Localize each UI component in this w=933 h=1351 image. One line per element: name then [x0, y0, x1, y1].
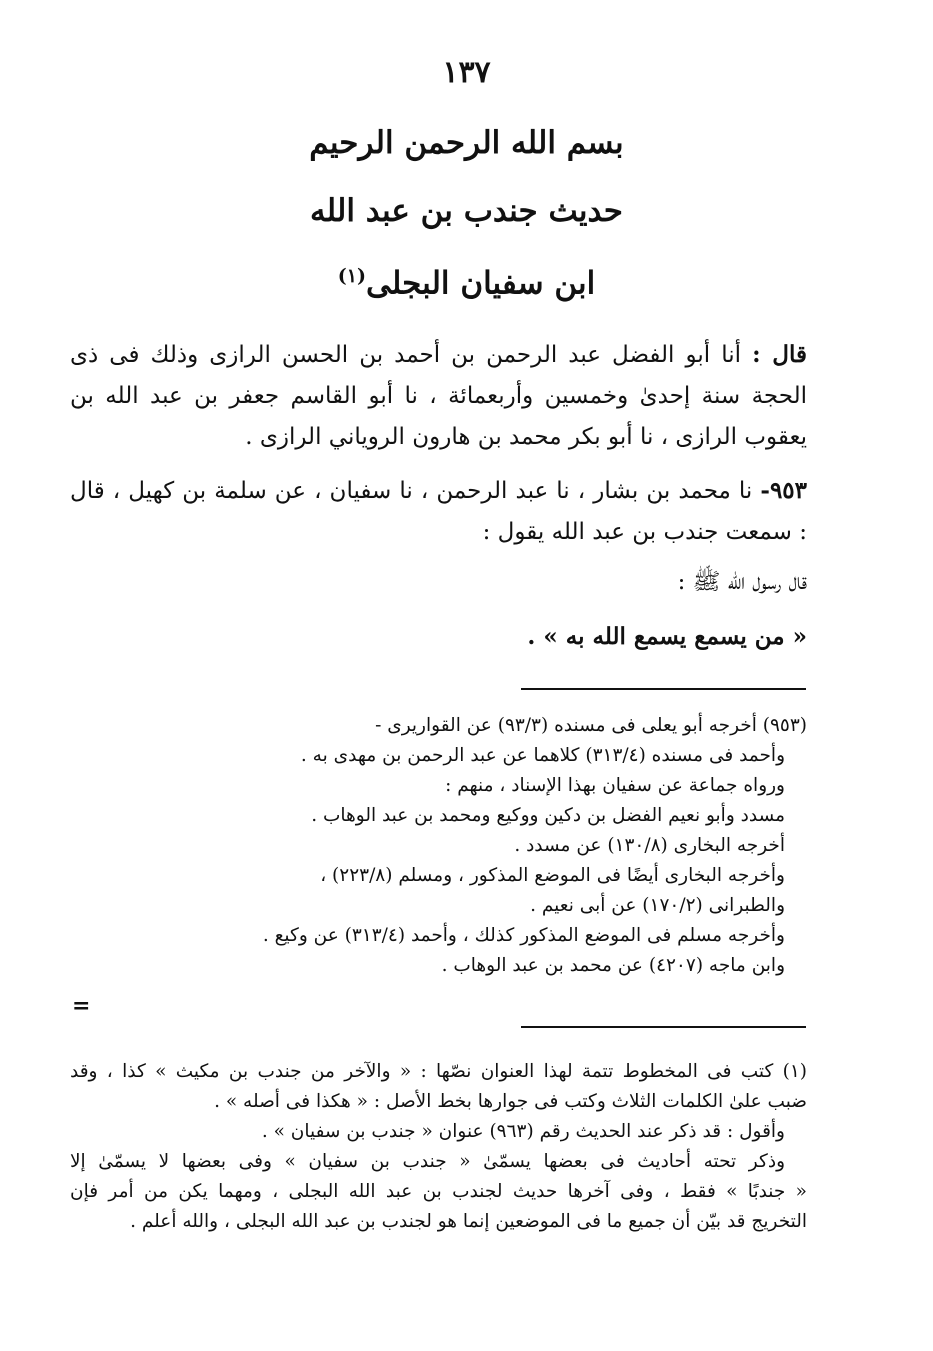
- takhrij-line: وابن ماجه (٤٢٠٧) عن محمد بن عبد الوهاب .: [441, 955, 785, 976]
- takhrij-line: وأحمد فى مسنده (٣١٣/٤) كلاهما عن عبد الرحمن بن مهدى به .: [300, 745, 785, 766]
- hadith-attribution: قال رسول الله ﷺ :: [677, 569, 807, 595]
- hadith-chain-text: نا محمد بن بشار ، نا عبد الرحمن ، نا سفيان ، عن سلمة بن كهيل ، قال : سمعت جندب بن عبد الله يقول :: [70, 478, 807, 545]
- takhrij-line: والطبرانى (١٧٠/٢) عن أبى نعيم .: [530, 895, 785, 916]
- chapter-title-line-2: [0, 265, 933, 301]
- takhrij-notes: [70, 711, 807, 981]
- takhrij-line: وأخرجه البخارى أيضًا فى الموضع المذكور ، ومسلم (٢٢٣/٨) ،: [320, 865, 785, 886]
- chapter-title-line-1: حديث جندب بن عبد الله: [310, 193, 623, 229]
- footnote-line: ضبب علىٰ الكلمات الثلاث وكتب فى جوارها بخط الأصل : « هكذا فى أصله » .: [214, 1091, 807, 1112]
- footnote-line: وذكر تحته أحاديث فى بعضها يسمّىٰ « جندب بن سفيان » وفى بعضها لا يسمّىٰ إلا: [70, 1151, 785, 1172]
- page-number: ١٣٧: [442, 55, 491, 90]
- separator-rule-footnote: [521, 1026, 806, 1028]
- takhrij-line: ورواه جماعة عن سفيان بهذا الإسناد ، منهم :: [445, 775, 785, 796]
- hadith-number: ٩٥٣-: [760, 477, 807, 504]
- continuation-mark: =: [72, 993, 91, 1019]
- separator-rule-takhrij: [521, 688, 806, 690]
- hadith-matn: « من يسمع يسمع الله به » .: [527, 623, 807, 650]
- footnote-line: (١) كتب فى المخطوط تتمة لهذا العنوان نصّها : « والآخر من جندب بن مكيث » كذا ، وقد: [70, 1061, 807, 1082]
- footnote-line: التخريج قد بيّن أن جميع ما فى الموضعين إنما هو لجندب بن عبد الله البجلى ، والله أعلم .: [130, 1211, 807, 1232]
- takhrij-line: أخرجه البخارى (١٣٠/٨) عن مسدد .: [514, 835, 785, 856]
- basmala-heading: بسم الله الرحمن الرحيم: [309, 125, 624, 161]
- hadith-paragraph: [70, 470, 807, 553]
- footnote-line: « جندبًا » فقط ، وفى آخرها حديث لجندب بن عبد الله البجلى ، ومهما يكن من أمر فإن: [70, 1181, 807, 1202]
- takhrij-line: مسدد وأبو نعيم الفضل بن دكين ووكيع ومحمد بن عبد الوهاب .: [311, 805, 785, 826]
- footnote-line: وأقول : قد ذكر عند الحديث رقم (٩٦٣) عنوان « جندب بن سفيان » .: [261, 1121, 785, 1142]
- isnad-text: أنا أبو الفضل عبد الرحمن بن أحمد بن الحسن الرازى وذلك فى ذى الحجة سنة إحدىٰ وخمسين وأربعمائة ، نا أبو القاسم جعفر بن عبد الله بن يعقوب الرازى ، نا أبو بكر محمد بن هارون الروياني الرازى .: [70, 342, 807, 450]
- isnad-paragraph: [70, 334, 807, 458]
- chapter-title-text: ابن سفيان البجلى: [366, 265, 596, 302]
- isnad-lead: قال :: [752, 341, 808, 368]
- takhrij-line: (٩٥٣) أخرجه أبو يعلى فى مسنده (٩٣/٣) عن القواريرى -: [375, 715, 807, 736]
- takhrij-line: وأخرجه مسلم فى الموضع المذكور كذلك ، وأحمد (٣١٣/٤) عن وكيع .: [262, 925, 785, 946]
- footnote-reference[interactable]: (١): [337, 265, 367, 287]
- footnote-block: [70, 1057, 807, 1237]
